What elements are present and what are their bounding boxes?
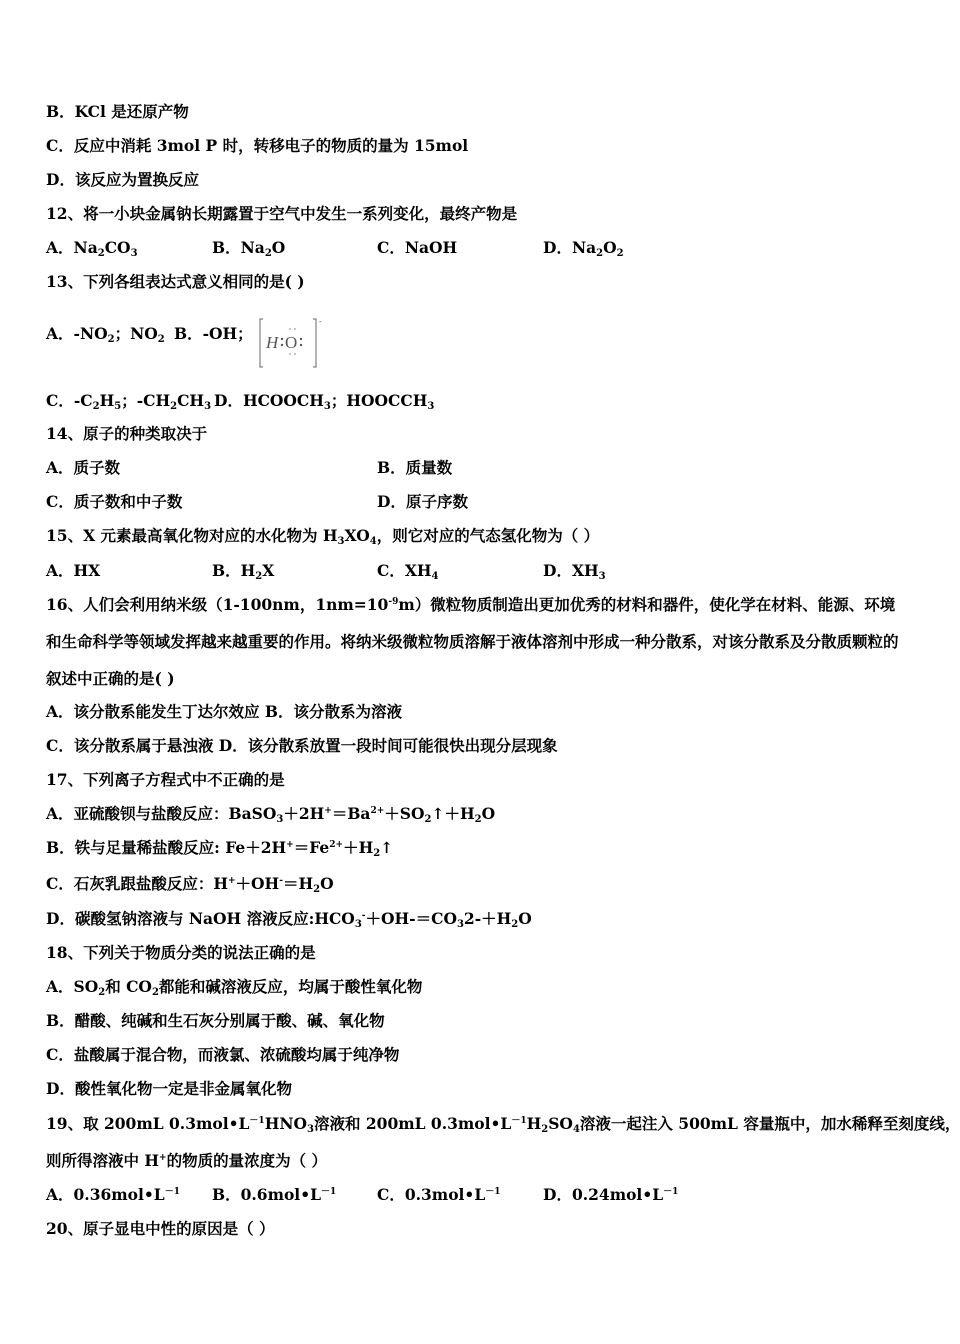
dot-charge: - [319, 317, 322, 326]
q19-option-d: D．$0.24mol•L^{-1}$ [543, 1185, 679, 1204]
q18-stem: 18、下列关于物质分类的说法正确的是 [46, 943, 316, 962]
q16-options-ab: A．该分散系能发生丁达尔效应 B．该分散系为溶液 [46, 702, 403, 721]
q13-option-b: B．-OH； [174, 324, 253, 343]
q17-option-a: A．亚硫酸钡与盐酸反应：$BaSO_3+2H^+=Ba^{2+}+SO_2↑+H_2O$ [46, 804, 496, 825]
q14-option-d: D．原子序数 [377, 492, 468, 511]
q13-stem: 13、下列各组表达式意义相同的是( ) [46, 272, 305, 291]
q18-option-a: A．$SO_2$和 $CO_2$都能和碱溶液反应，均属于酸性氧化物 [46, 977, 423, 998]
q18-option-d: D．酸性氧化物一定是非金属氧化物 [46, 1079, 292, 1098]
q16-stem: 16、人们会利用纳米级（1-100nm，$1nm=10^{-9}m$）微粒物质制造出更加优秀的材料和器件，使化学在材料、能源、环境和生命科学等领域发挥越来越重要的作用。将纳米级微粒物质溶解于液体溶剂中形成一种分散系，对该分散系及分散质颗粒的叙述中正确的是( ) [46, 595, 899, 688]
q19-stem-line2: 则所得溶液中 H+的物质的量浓度为（ ） [46, 1151, 327, 1170]
q15-option-a: A．HX [46, 561, 101, 580]
q17-option-b: B．铁与足量稀盐酸反应: $Fe+2H^+=Fe^{2+}+H_2↑$ [46, 838, 394, 859]
q18-option-b: B．醋酸、纯碱和生石灰分别属于酸、碱、氧化物 [46, 1011, 385, 1030]
q19-option-c: C．$0.3mol•L^{-1}$ [377, 1185, 501, 1204]
q11-option-b: B．KCl 是还原产物 [46, 102, 189, 121]
dot-o-symbol: O [285, 333, 298, 352]
q18-option-c: C．盐酸属于混合物，而液氯、浓硫酸均属于纯净物 [46, 1045, 400, 1064]
q13-option-a: A．$-NO_2$；$NO_2$ [46, 324, 165, 345]
q16-options-cd: C．该分散系属于悬浊液 D．该分散系放置一段时间可能很快出现分层现象 [46, 736, 558, 755]
q15-stem: 15、X 元素最高氧化物对应的水化物为 $H_3XO_4$，则它对应的气态氢化物为（ ） [46, 526, 600, 547]
q19-option-a: A．$0.36mol•L^{-1}$ [46, 1185, 180, 1204]
q14-stem: 14、原子的种类取决于 [46, 424, 208, 443]
q17-stem: 17、下列离子方程式中不正确的是 [46, 770, 285, 789]
q12-option-d: D．$Na_2O_2$ [543, 238, 624, 259]
q19-option-b: B．$0.6mol•L^{-1}$ [212, 1185, 337, 1204]
q15-option-d: D．$XH_3$ [543, 561, 606, 582]
q14-option-b: B．质量数 [377, 458, 453, 477]
q19-stem-line1: 19、取 200mL $0.3mol•L^{-1}HNO_3$溶液和 200mL $0.3mol•L^{-1}H_2SO_4$溶液一起注入 500mL 容量瓶中，加水稀释至刻度线， [46, 1114, 960, 1135]
q12-stem: 12、将一小块金属钠长期露置于空气中发生一系列变化，最终产物是 [46, 204, 518, 223]
dot-h-symbol: H [266, 333, 279, 352]
q12-option-b: B．$Na_2O$ [212, 238, 286, 259]
q11-option-d: D．该反应为置换反应 [46, 170, 199, 189]
q13-option-c: C．$-C_2H_5$；$-CH_2CH_3$ [46, 391, 212, 412]
q15-option-b: B．$H_2X$ [212, 561, 275, 582]
q12-option-a: A．$Na_2CO_3$ [46, 238, 138, 259]
q12-option-c: C．NaOH [377, 238, 458, 257]
q15-option-c: C．$XH_4$ [377, 561, 439, 582]
hydroxide-electron-dot-formula [258, 316, 320, 370]
q17-option-c: C．石灰乳跟盐酸反应：$H^++OH^-=H_2O$ [46, 874, 334, 895]
q13-option-d: D．$HCOOCH_3$；$HOOCCH_3$ [214, 391, 435, 412]
q11-option-c: C．反应中消耗 3mol P 时，转移电子的物质的量为 15mol [46, 136, 469, 155]
q14-option-c: C．质子数和中子数 [46, 492, 183, 511]
q20-stem: 20、原子显电中性的原因是（ ） [46, 1219, 275, 1238]
q17-option-d: D．碳酸氢钠溶液与 NaOH 溶液反应$:HCO_3^-+OH-=CO_32-+H_2O$ [46, 909, 532, 930]
q14-option-a: A．质子数 [46, 458, 121, 477]
